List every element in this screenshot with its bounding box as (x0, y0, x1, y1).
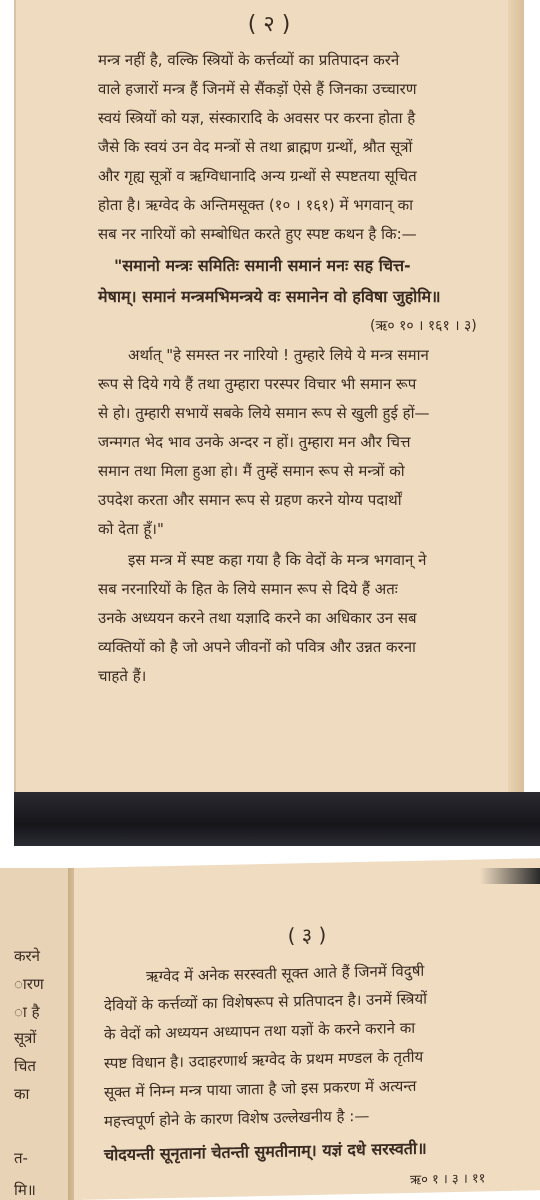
fragment-line: ारण (14, 975, 44, 993)
translation-line: उपदेश करता और समान रूप से ग्रहण करने योग्य पदार्थों (98, 491, 402, 509)
translation-line: से हो। तुम्हारी सभायें सबके लिये समान रूप से खुली हुई हों— (98, 404, 430, 422)
translation-line: अर्थात् "हे समस्त नर नारियो ! तुम्हारे लिये ये मन्त्र समान (128, 346, 429, 364)
body-line: होता है। ऋग्वेद के अन्तिमसूक्त (१० । १६१) में भगवान् का (98, 196, 413, 214)
body-line: सूक्त में निम्न मन्त्र पाया जाता है जो इस प्रकरण में अत्यन्त (104, 1076, 417, 1102)
verse-reference: ऋ० १ । ३ । ११ (410, 1171, 486, 1188)
translation-line: समान तथा मिला हुआ हो। मैं तुम्हें समान रूप से मन्त्रों को (98, 462, 405, 480)
closing-line: सब नरनारियों के हित के लिये समान रूप से दिये हैं अतः (98, 580, 398, 598)
photo-corner-shadow (480, 868, 540, 884)
body-line: के वेदों को अध्ययन अध्यापन तथा यज्ञों के करने कराने का (104, 1018, 416, 1044)
translation-line: जन्मगत भेद भाव उनके अन्दर न हों। तुम्हारा मन और चित्त (98, 433, 411, 451)
body-line: सब नर नारियों को सम्बोधित करते हुए स्पष्ट कथन है कि:— (98, 225, 417, 243)
page-number: ( २ ) (247, 12, 291, 37)
closing-line: व्यक्तियों को है जो अपने जीवनों को पवित्र और उन्नत करना (98, 638, 416, 656)
fragment-line: सूत्रों (14, 1029, 37, 1047)
fragment-line: त- (14, 1149, 28, 1167)
fragment-line: चित (14, 1057, 36, 1075)
verse-reference: (ऋ० १० । १६१ । ३) (370, 318, 477, 334)
page-number: ( ३ ) (287, 922, 327, 948)
body-line: मन्त्र नहीं है, वल्कि स्त्रियों के कर्त्तव्यों का प्रतिपादन करने (98, 51, 400, 69)
verse-line: मेषाम्। समानं मन्त्रमभिमन्त्रये वः समानेन वो हविषा जुहोमि॥ (98, 287, 441, 306)
body-line: महत्त्वपूर्ण होने के कारण विशेष उल्लेखनीय है :— (104, 1106, 370, 1131)
fragment-line: ा है (14, 1003, 40, 1021)
body-line: देवियों के कर्त्तव्यों का विशेषरूप से प्रतिपादन है। उनमें स्त्रियों (104, 989, 428, 1015)
fragment-line: मि॥ (14, 1181, 36, 1199)
body-line: वाले हजारों मन्त्र हैं जिनमें से सैंकड़ों ऐसे हैं जिनका उच्चारण (98, 80, 417, 98)
page-edge (508, 0, 524, 792)
book-page-2-edge (0, 868, 74, 1200)
body-line: स्पष्ट विधान है। उदाहरणार्थ ऋग्वेद के प्रथम मण्डल के तृतीय (104, 1047, 424, 1073)
body-line: ऋग्वेद में अनेक सरस्वती सूक्त आते हैं जिनमें विदुषी (146, 961, 425, 986)
translation-line: को देता हूँ।" (98, 520, 164, 538)
body-line: जैसे कि स्वयं उन वेद मन्त्रों से तथा ब्राह्मण ग्रन्थों, श्रौत सूत्रों (98, 138, 413, 156)
closing-line: चाहते हैं। (98, 667, 147, 685)
body-line: स्वयं स्त्रियों को यज्ञ, संस्कारादि के अवसर पर करना होता है (98, 109, 416, 127)
translation-line: रूप से दिये गये हैं तथा तुम्हारा परस्पर विचार भी समान रूप (98, 375, 417, 393)
fragment-line: का (14, 1085, 30, 1103)
book-page-2 (14, 0, 524, 792)
book-page-3 (74, 858, 540, 1200)
photo-shadow (14, 792, 540, 846)
verse-line: चोदयन्ती सूनृतानां चेतन्ती सुमतीनाम्। यज्ञं दधे सरस्वती॥ (104, 1138, 427, 1165)
fragment-line: करने (14, 947, 40, 965)
verse-line: "समानो मन्त्रः समितिः समानी समानं मनः सह चित्त- (114, 256, 411, 275)
closing-line: इस मन्त्र में स्पष्ट कहा गया है कि वेदों के मन्त्र भगवान् ने (128, 551, 427, 569)
closing-line: उनके अध्ययन करने तथा यज्ञादि करने का अधिकार उन सब (98, 609, 417, 627)
body-line: और गृह्य सूत्रों व ऋग्विधानादि अन्य ग्रन्थों से स्पष्टतया सूचित (98, 167, 417, 185)
